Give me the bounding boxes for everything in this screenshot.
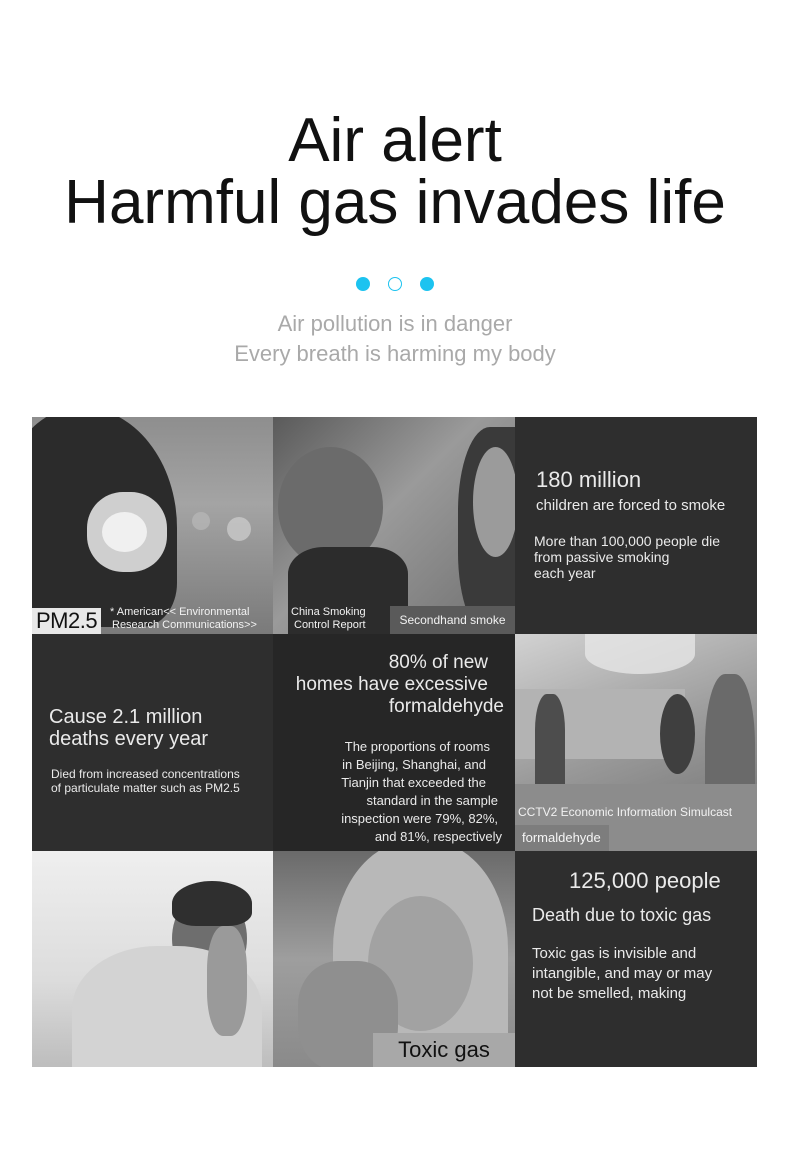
deaths-headline-line2: deaths every year <box>49 728 208 750</box>
deaths-panel <box>32 634 273 851</box>
formaldehyde-caption: formaldehyde <box>515 825 609 851</box>
children-body-line2: from passive smoking <box>534 549 670 565</box>
homes-body-line4: standard in the sample <box>366 793 498 808</box>
homes-body-line1: The proportions of rooms <box>344 739 490 754</box>
children-subhead: children are forced to smoke <box>536 497 726 514</box>
formaldehyde-source: CCTV2 Economic Information Simulcast <box>518 805 733 819</box>
pm25-source-line2: Research Communications>> <box>112 619 257 631</box>
pm25-badge: PM2.5 <box>32 608 101 634</box>
dot-hollow <box>388 277 402 291</box>
toxic-gas-photo <box>273 851 515 1067</box>
toxic-headline: 125,000 people <box>569 868 721 893</box>
homes-panel <box>273 634 515 851</box>
deaths-headline-line1: Cause 2.1 million <box>49 706 203 728</box>
smoking-photo <box>273 417 515 634</box>
formaldehyde-photo <box>515 634 757 851</box>
homes-body-line2: in Beijing, Shanghai, and <box>342 757 486 772</box>
toxic-body-line3: not be smelled, making <box>532 985 687 1002</box>
subtitle-line2: Every breath is harming my body <box>234 341 556 366</box>
toxic-gas-caption: Toxic gas <box>373 1033 515 1067</box>
page-title-line2: Harmful gas invades life <box>64 168 726 237</box>
homes-body-line6: and 81%, respectively <box>374 829 502 844</box>
children-body-line3: each year <box>534 565 596 581</box>
toxic-body-line2: intangible, and may or may <box>532 965 713 982</box>
dot-filled <box>420 277 434 291</box>
carousel-dots <box>356 277 436 293</box>
homes-headline-line2: homes have excessive <box>295 674 488 695</box>
headache-photo <box>32 851 273 1067</box>
deaths-body-line1: Died from increased concentrations <box>51 767 240 781</box>
dot-filled <box>356 277 370 291</box>
homes-headline-line3: formaldehyde <box>388 696 504 717</box>
homes-body-line5: inspection were 79%, 82%, <box>341 811 498 826</box>
page-title-line1: Air alert <box>288 106 502 175</box>
homes-body-line3: Tianjin that exceeded the <box>341 775 486 790</box>
children-panel <box>515 417 757 634</box>
toxic-panel <box>515 851 757 1067</box>
toxic-body-line1: Toxic gas is invisible and <box>532 945 697 962</box>
pm25-photo <box>32 417 273 634</box>
pm25-source-line1: * American<< Environmental <box>110 606 250 618</box>
children-headline: 180 million <box>536 467 642 492</box>
info-grid <box>32 417 757 1067</box>
smoking-source-line1: China Smoking <box>291 606 366 618</box>
homes-headline-line1: 80% of new <box>388 652 488 673</box>
children-body-line1: More than 100,000 people die <box>534 533 721 549</box>
smoking-source-line2: Control Report <box>294 619 366 631</box>
toxic-subhead: Death due to toxic gas <box>532 905 712 925</box>
subtitle-line1: Air pollution is in danger <box>277 311 513 336</box>
secondhand-smoke-caption: Secondhand smoke <box>390 606 515 634</box>
deaths-body-line2: of particulate matter such as PM2.5 <box>51 781 240 795</box>
